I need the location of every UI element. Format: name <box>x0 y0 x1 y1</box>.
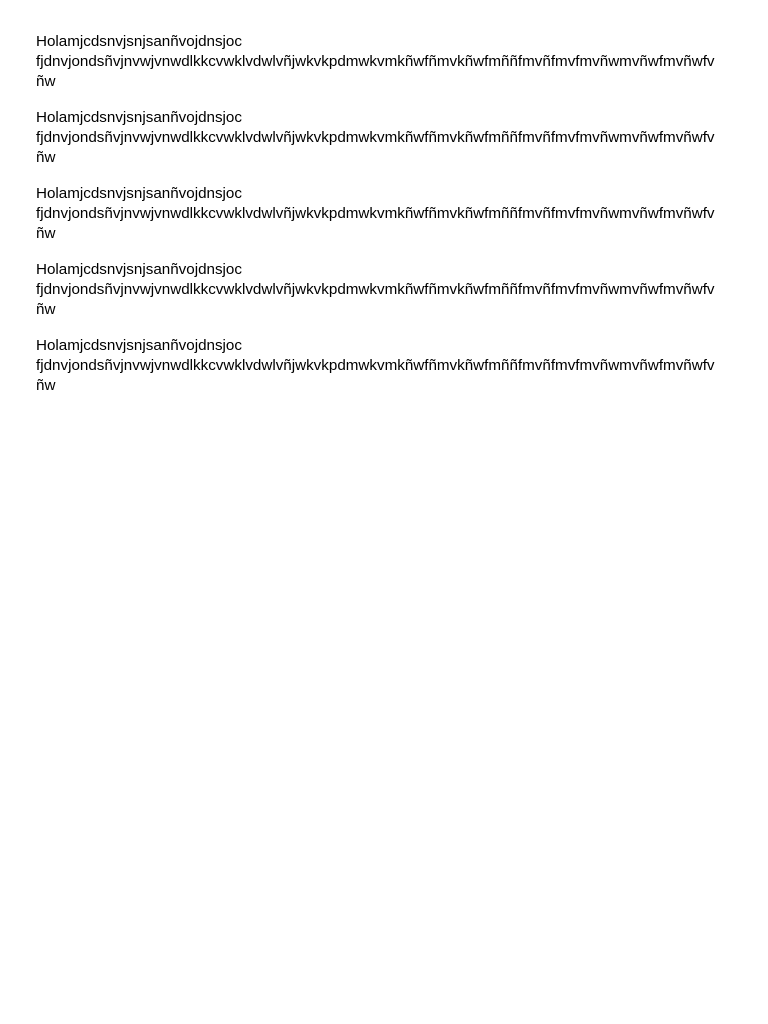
paragraph-line: Holamjcdsnvjsnjsanñvojdnsjoc <box>36 185 242 202</box>
paragraph-line: fjdnvjondsñvjnvwjvnwdlkkcvwklvdwlvñjwkvkpdmwkvmkñwfñmvkñwfmññfmvñfmvfmvñwmvñwfmvñwfv <box>36 281 715 298</box>
paragraph-line: fjdnvjondsñvjnvwjvnwdlkkcvwklvdwlvñjwkvkpdmwkvmkñwfñmvkñwfmññfmvñfmvfmvñwmvñwfmvñwfv <box>36 357 715 374</box>
paragraph <box>36 184 732 244</box>
paragraph-line: fjdnvjondsñvjnvwjvnwdlkkcvwklvdwlvñjwkvkpdmwkvmkñwfñmvkñwfmññfmvñfmvfmvñwmvñwfmvñwfv <box>36 129 715 146</box>
paragraph-line: Holamjcdsnvjsnjsanñvojdnsjoc <box>36 261 242 278</box>
paragraph-line: Holamjcdsnvjsnjsanñvojdnsjoc <box>36 33 242 50</box>
paragraph-line: fjdnvjondsñvjnvwjvnwdlkkcvwklvdwlvñjwkvkpdmwkvmkñwfñmvkñwfmññfmvñfmvfmvñwmvñwfmvñwfv <box>36 53 715 70</box>
paragraph-line: ñw <box>36 149 56 166</box>
paragraph <box>36 260 732 320</box>
document-page <box>36 32 732 412</box>
paragraph-line: Holamjcdsnvjsnjsanñvojdnsjoc <box>36 337 242 354</box>
paragraph <box>36 32 732 92</box>
paragraph-line: fjdnvjondsñvjnvwjvnwdlkkcvwklvdwlvñjwkvkpdmwkvmkñwfñmvkñwfmññfmvñfmvfmvñwmvñwfmvñwfv <box>36 205 715 222</box>
paragraph <box>36 336 732 396</box>
paragraph <box>36 108 732 168</box>
paragraph-line: ñw <box>36 377 56 394</box>
paragraph-line: ñw <box>36 225 56 242</box>
paragraph-line: ñw <box>36 301 56 318</box>
paragraph-line: Holamjcdsnvjsnjsanñvojdnsjoc <box>36 109 242 126</box>
paragraph-line: ñw <box>36 73 56 90</box>
